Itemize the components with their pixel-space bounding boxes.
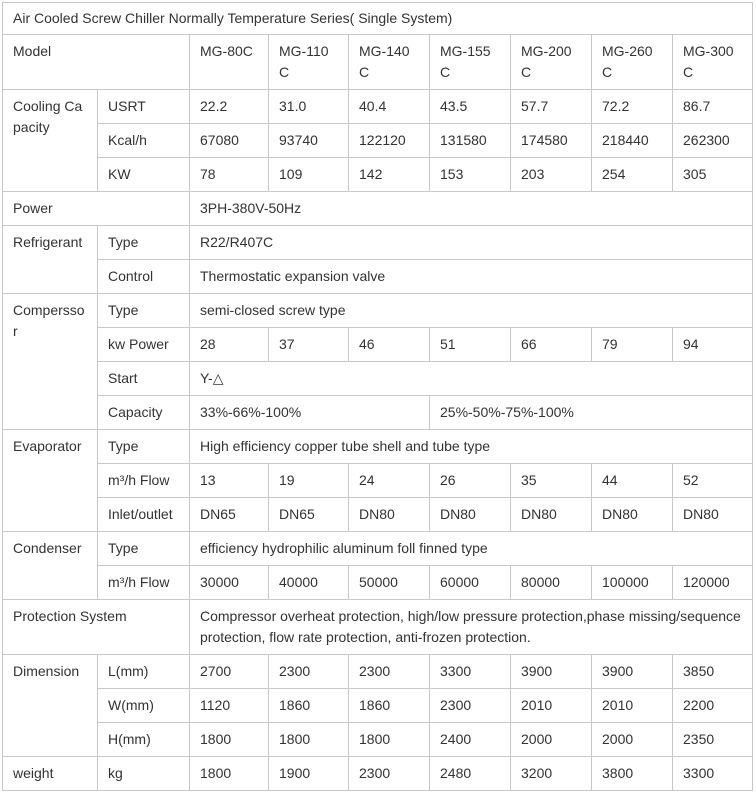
kcal-cell: 93740 xyxy=(269,124,349,158)
weight-cell: 1800 xyxy=(190,757,269,791)
inlet-outlet-cell: DN80 xyxy=(430,498,511,532)
weight-label: weight xyxy=(3,757,98,791)
condenser-flow-cell: 40000 xyxy=(269,566,349,600)
dimension-label: Dimension xyxy=(3,655,98,757)
model-label: Model xyxy=(3,35,190,90)
length-cell: 2300 xyxy=(349,655,430,689)
inlet-outlet-cell: DN80 xyxy=(673,498,753,532)
kw-power-cell: 46 xyxy=(349,328,430,362)
start-label: Start xyxy=(98,362,190,396)
model-cell: MG-260C xyxy=(592,35,673,90)
width-cell: 1120 xyxy=(190,689,269,723)
evaporator-type-value: High efficiency copper tube shell and tube type xyxy=(190,430,753,464)
kcal-cell: 174580 xyxy=(511,124,592,158)
length-label: L(mm) xyxy=(98,655,190,689)
inlet-outlet-label: Inlet/outlet xyxy=(98,498,190,532)
kw-cell: 142 xyxy=(349,158,430,192)
height-cell: 2000 xyxy=(511,723,592,757)
height-cell: 2400 xyxy=(430,723,511,757)
evaporator-flow-cell: 44 xyxy=(592,464,673,498)
height-cell: 1800 xyxy=(349,723,430,757)
usrt-cell: 43.5 xyxy=(430,90,511,124)
usrt-cell: 72.2 xyxy=(592,90,673,124)
model-cell: MG-300C xyxy=(673,35,753,90)
width-cell: 1860 xyxy=(269,689,349,723)
weight-unit: kg xyxy=(98,757,190,791)
usrt-cell: 57.7 xyxy=(511,90,592,124)
power-label: Power xyxy=(3,192,190,226)
height-label: H(mm) xyxy=(98,723,190,757)
spec-table xyxy=(2,2,753,791)
kw-label: KW xyxy=(98,158,190,192)
inlet-outlet-cell: DN65 xyxy=(190,498,269,532)
start-value: Y-△ xyxy=(190,362,753,396)
height-cell: 1800 xyxy=(269,723,349,757)
usrt-cell: 40.4 xyxy=(349,90,430,124)
width-cell: 2010 xyxy=(592,689,673,723)
width-cell: 2010 xyxy=(511,689,592,723)
condenser-type-value: efficiency hydrophilic aluminum foll finned type xyxy=(190,532,753,566)
kw-cell: 203 xyxy=(511,158,592,192)
height-cell: 2350 xyxy=(673,723,753,757)
weight-cell: 2300 xyxy=(349,757,430,791)
length-cell: 3900 xyxy=(592,655,673,689)
spec-table-container xyxy=(2,2,753,791)
length-cell: 2300 xyxy=(269,655,349,689)
kw-power-cell: 37 xyxy=(269,328,349,362)
kcal-cell: 131580 xyxy=(430,124,511,158)
evaporator-type-label: Type xyxy=(98,430,190,464)
model-cell: MG-140C xyxy=(349,35,430,90)
inlet-outlet-cell: DN80 xyxy=(511,498,592,532)
power-value: 3PH-380V-50Hz xyxy=(190,192,753,226)
condenser-flow-cell: 60000 xyxy=(430,566,511,600)
model-cell: MG-200C xyxy=(511,35,592,90)
kw-cell: 153 xyxy=(430,158,511,192)
capacity-value-b: 25%-50%-75%-100% xyxy=(430,396,753,430)
usrt-cell: 22.2 xyxy=(190,90,269,124)
width-label: W(mm) xyxy=(98,689,190,723)
compressor-type-value: semi-closed screw type xyxy=(190,294,753,328)
evaporator-label: Evaporator xyxy=(3,430,98,532)
weight-cell: 3800 xyxy=(592,757,673,791)
refrigerant-control-label: Control xyxy=(98,260,190,294)
kw-cell: 305 xyxy=(673,158,753,192)
height-cell: 2000 xyxy=(592,723,673,757)
kcal-cell: 122120 xyxy=(349,124,430,158)
inlet-outlet-cell: DN80 xyxy=(592,498,673,532)
evaporator-flow-cell: 19 xyxy=(269,464,349,498)
usrt-label: USRT xyxy=(98,90,190,124)
kw-power-cell: 28 xyxy=(190,328,269,362)
kcal-cell: 218440 xyxy=(592,124,673,158)
model-cell: MG-80C xyxy=(190,35,269,90)
protection-value: Compressor overheat protection, high/low pressure protection,phase missing/sequence protection, flow rate protection, anti-frozen protection. xyxy=(190,600,753,655)
height-cell: 1800 xyxy=(190,723,269,757)
refrigerant-type-label: Type xyxy=(98,226,190,260)
kw-cell: 109 xyxy=(269,158,349,192)
evaporator-flow-cell: 13 xyxy=(190,464,269,498)
model-cell: MG-110C xyxy=(269,35,349,90)
capacity-label: Capacity xyxy=(98,396,190,430)
table-title: Air Cooled Screw Chiller Normally Temperature Series( Single System) xyxy=(3,3,753,35)
kw-power-cell: 51 xyxy=(430,328,511,362)
condenser-flow-cell: 100000 xyxy=(592,566,673,600)
usrt-cell: 86.7 xyxy=(673,90,753,124)
width-cell: 1860 xyxy=(349,689,430,723)
weight-cell: 1900 xyxy=(269,757,349,791)
usrt-cell: 31.0 xyxy=(269,90,349,124)
inlet-outlet-cell: DN65 xyxy=(269,498,349,532)
kcal-label: Kcal/h xyxy=(98,124,190,158)
condenser-flow-label: m³/h Flow xyxy=(98,566,190,600)
kw-power-cell: 94 xyxy=(673,328,753,362)
kw-power-label: kw Power xyxy=(98,328,190,362)
refrigerant-control-value: Thermostatic expansion valve xyxy=(190,260,753,294)
condenser-flow-cell: 50000 xyxy=(349,566,430,600)
protection-label: Protection System xyxy=(3,600,190,655)
cooling-capacity-label: Cooling Capacity xyxy=(3,90,98,192)
kcal-cell: 262300 xyxy=(673,124,753,158)
model-cell: MG-155C xyxy=(430,35,511,90)
kw-power-cell: 79 xyxy=(592,328,673,362)
kw-cell: 78 xyxy=(190,158,269,192)
length-cell: 3900 xyxy=(511,655,592,689)
evaporator-flow-cell: 26 xyxy=(430,464,511,498)
evaporator-flow-label: m³/h Flow xyxy=(98,464,190,498)
evaporator-flow-cell: 52 xyxy=(673,464,753,498)
condenser-flow-cell: 30000 xyxy=(190,566,269,600)
refrigerant-label: Refrigerant xyxy=(3,226,98,294)
width-cell: 2300 xyxy=(430,689,511,723)
length-cell: 3300 xyxy=(430,655,511,689)
kw-cell: 254 xyxy=(592,158,673,192)
kw-power-cell: 66 xyxy=(511,328,592,362)
refrigerant-type-value: R22/R407C xyxy=(190,226,753,260)
capacity-value-a: 33%-66%-100% xyxy=(190,396,430,430)
condenser-type-label: Type xyxy=(98,532,190,566)
condenser-flow-cell: 80000 xyxy=(511,566,592,600)
length-cell: 3850 xyxy=(673,655,753,689)
evaporator-flow-cell: 24 xyxy=(349,464,430,498)
inlet-outlet-cell: DN80 xyxy=(349,498,430,532)
weight-cell: 3300 xyxy=(673,757,753,791)
compressor-type-label: Type xyxy=(98,294,190,328)
weight-cell: 3200 xyxy=(511,757,592,791)
condenser-label: Condenser xyxy=(3,532,98,600)
kcal-cell: 67080 xyxy=(190,124,269,158)
condenser-flow-cell: 120000 xyxy=(673,566,753,600)
compressor-label: Compersso r xyxy=(3,294,98,430)
width-cell: 2200 xyxy=(673,689,753,723)
weight-cell: 2480 xyxy=(430,757,511,791)
evaporator-flow-cell: 35 xyxy=(511,464,592,498)
length-cell: 2700 xyxy=(190,655,269,689)
